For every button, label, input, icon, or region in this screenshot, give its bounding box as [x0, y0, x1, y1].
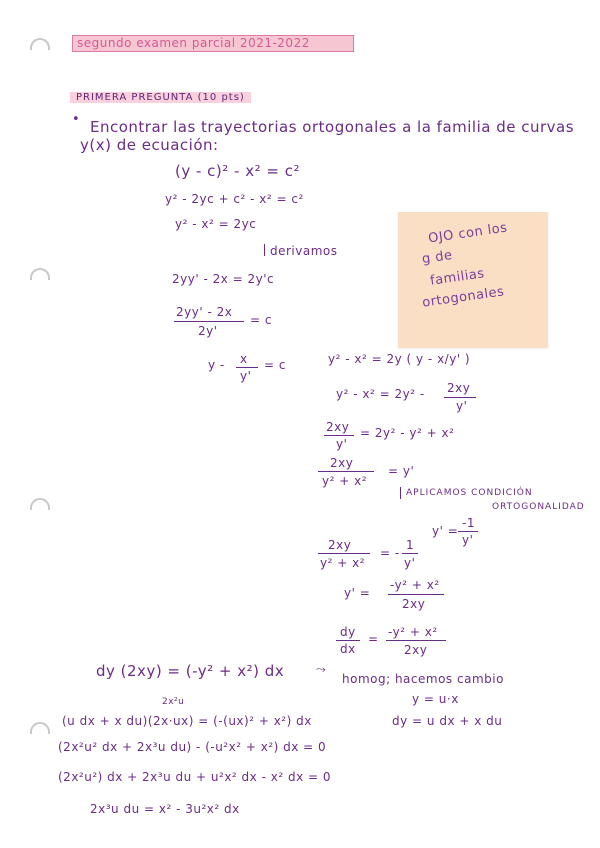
- question-title: PRIMERA PREGUNTA (10 pts): [70, 92, 251, 103]
- condition-numerator: -1: [462, 516, 475, 530]
- arrow-icon: [264, 244, 265, 256]
- equation-6-numerator: x: [240, 352, 248, 366]
- fraction-line: [236, 367, 258, 368]
- equation-7: y² - x² = 2y ( y - x/y' ): [328, 352, 471, 366]
- note-derive: derivamos: [270, 244, 338, 258]
- equation-12-numerator: -y² + x²: [390, 578, 440, 592]
- equation-6-denominator: y': [240, 369, 252, 383]
- arrow-icon: [400, 487, 401, 499]
- arrow-icon: ⤳: [316, 662, 327, 676]
- equation-9-denominator: y': [336, 437, 348, 451]
- equation-12-denominator: 2xy: [402, 597, 426, 611]
- equation-13-lhs-denominator: dx: [340, 642, 356, 656]
- equation-11-rhs-numerator: 1: [406, 538, 415, 552]
- sticky-line-1: OJO con los: [427, 220, 509, 247]
- binder-hole: [30, 268, 50, 280]
- binder-hole: [30, 722, 50, 734]
- equation-13-denominator: 2xy: [404, 643, 428, 657]
- equation-15: (u dx + x du)(2x·ux) = (-(ux)² + x²) dx: [62, 714, 312, 728]
- note-apply-condition: APLICAMOS CONDICIÓN: [406, 488, 533, 498]
- equation-13-middle: =: [368, 632, 379, 646]
- fraction-line: [388, 594, 444, 595]
- fraction-line: [324, 435, 354, 436]
- sticky-line-3: familias: [429, 266, 486, 289]
- equation-13-lhs-numerator: dy: [340, 625, 356, 639]
- prompt-line-1: Encontrar las trayectorias ortogonales a la familia de curvas: [90, 118, 575, 136]
- equation-15-annotation: 2x²u: [162, 697, 185, 707]
- equation-11-denominator: y² + x²: [320, 556, 366, 570]
- substitution-2: dy = u dx + x du: [392, 714, 503, 728]
- equation-3: y² - x² = 2yc: [175, 217, 257, 231]
- page-header: segundo examen parcial 2021-2022: [72, 35, 354, 52]
- note-homogeneous: homog; hacemos cambio: [342, 672, 504, 686]
- equation-17: (2x²u²) dx + 2x³u du + u²x² dx - x² dx = 0: [58, 770, 331, 784]
- equation-8-lhs: y² - x² = 2y² -: [336, 387, 425, 401]
- binder-hole: [30, 38, 50, 50]
- equation-5-numerator: 2yy' - 2x: [176, 305, 233, 319]
- equation-9-numerator: 2xy: [326, 420, 350, 434]
- binder-hole: [30, 498, 50, 510]
- equation-8-numerator: 2xy: [447, 381, 471, 395]
- equation-2: y² - 2yc + c² - x² = c²: [165, 192, 304, 206]
- equation-14: dy (2xy) = (-y² + x²) dx: [96, 662, 285, 680]
- equation-5-rhs: = c: [250, 313, 272, 327]
- equation-13-numerator: -y² + x²: [388, 625, 438, 639]
- fraction-line: [318, 471, 374, 472]
- condition-lhs: y' =: [432, 524, 459, 538]
- sticky-line-2: g de: [421, 247, 454, 268]
- fraction-line: [318, 553, 370, 554]
- prompt-line-2: y(x) de ecuación:: [80, 136, 219, 154]
- equation-1: (y - c)² - x² = c²: [175, 162, 300, 180]
- fraction-line: [386, 640, 446, 641]
- equation-10-denominator: y² + x²: [322, 474, 368, 488]
- fraction-line: [402, 553, 418, 554]
- fraction-line: [458, 531, 478, 532]
- sticky-note: [398, 212, 548, 348]
- fraction-line: [444, 397, 476, 398]
- equation-10-rhs: = y': [388, 464, 415, 478]
- condition-denominator: y': [462, 533, 474, 547]
- equation-4: 2yy' - 2x = 2y'c: [172, 272, 275, 286]
- equation-11-numerator: 2xy: [328, 538, 352, 552]
- note-orthogonality: ORTOGONALIDAD: [492, 502, 585, 512]
- equation-18: 2x³u du = x² - 3u²x² dx: [90, 802, 240, 816]
- substitution-1: y = u·x: [412, 692, 459, 706]
- sticky-line-4: ortogonales: [421, 284, 506, 311]
- fraction-line: [336, 640, 360, 641]
- equation-11-rhs-denominator: y': [404, 556, 416, 570]
- equation-6-lhs: y -: [208, 358, 225, 372]
- equation-12-lhs: y' =: [344, 586, 371, 600]
- equation-8-denominator: y': [456, 399, 468, 413]
- equation-9-rhs: = 2y² - y² + x²: [360, 426, 455, 440]
- equation-10-numerator: 2xy: [330, 456, 354, 470]
- bullet-icon: •: [72, 112, 81, 127]
- equation-5-denominator: 2y': [198, 324, 218, 338]
- equation-6-rhs: = c: [264, 358, 286, 372]
- equation-11-middle: = -: [380, 546, 400, 560]
- equation-16: (2x²u² dx + 2x³u du) - (-u²x² + x²) dx = 0: [58, 740, 327, 754]
- fraction-line: [174, 321, 244, 322]
